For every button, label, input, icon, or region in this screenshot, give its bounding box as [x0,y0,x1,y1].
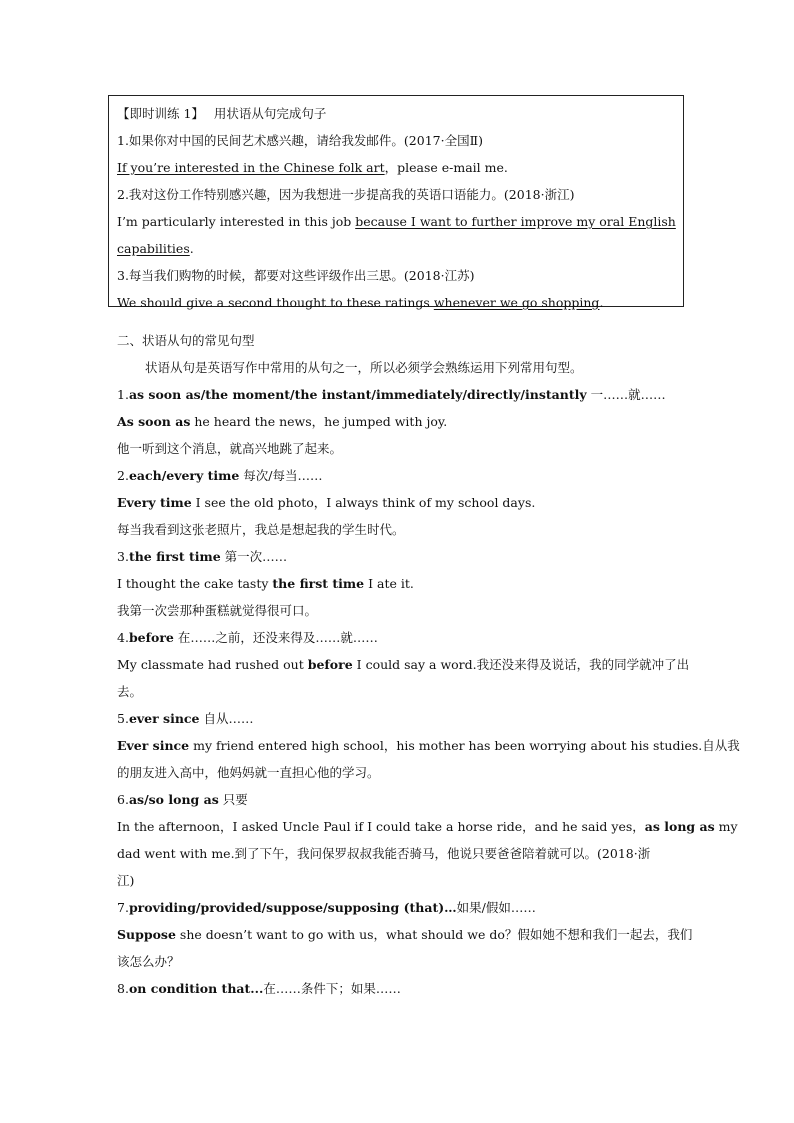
pattern-heading [117,381,687,408]
pattern-example [117,921,693,948]
pattern-meaning: 只要 [218,792,248,807]
pattern-meaning: 在……之前，还没来得及……就…… [173,630,378,645]
pattern-example-cont: 去。 [117,684,143,699]
example-keyword: Suppose [117,927,176,942]
example-rest: he heard the news，he jumped with joy. [190,414,448,429]
example-keyword: Ever since [117,738,190,753]
pattern-example [117,408,687,435]
pattern-heading [117,462,687,489]
pattern-example [117,570,687,597]
pattern-example-cont: 的朋友进入高中，他妈妈就一直担心他的学习。 [117,765,380,780]
example-rest: I see the old photo，I always think of my school days. [191,495,536,510]
sentence-rest: ，please e-mail me. [384,160,508,175]
sentence-prefix: I’m particularly interested in this job [117,214,356,229]
example-pre: My classmate had rushed out [117,657,308,672]
pattern-head: before [128,630,174,645]
pattern-number: 3. [117,549,129,564]
pattern-heading [117,543,687,570]
exercise-tag: 【即时训练 1】 [117,106,204,121]
answer-underlined: because I want to further improve my oral English [355,214,676,229]
exercise-item-2-cn: 2.我对这份工作特别感兴趣，因为我想进一步提高我的英语口语能力。(2018·浙江) [117,187,575,202]
pattern-meaning: 第一次…… [220,549,288,564]
exercise-header [117,100,675,127]
pattern-meaning: 如果/假如…… [456,900,536,915]
pattern-example [117,651,690,678]
exercise-item-3-cn: 3.每当我们购物的时候，都要对这些评级作出三思。(2018·江苏) [117,268,475,283]
pattern-example-cont2: 江) [117,873,135,888]
pattern-number: 2. [117,468,129,483]
pattern-heading [117,894,687,921]
pattern-heading [117,975,687,1002]
sentence-rest: . [599,295,604,310]
pattern-translation: 每当我看到这张老照片，我总是想起我的学生时代。 [117,522,405,537]
exercise-item-2-en-cont [117,235,675,262]
patterns-section [117,327,740,1002]
pattern-translation: 我第一次尝那种蛋糕就觉得很可口。 [117,603,318,618]
pattern-head: as soon as/the moment/the instant/immediately/directly/instantly [128,387,587,402]
pattern-heading [117,705,687,732]
example-rest: she doesn’t want to go with us，what should we do？假如她不想和我们一起去，我们 [175,927,693,942]
example-keyword: As soon as [117,414,191,429]
exercise-item-2-en [117,208,675,235]
example-rest: I ate it. [364,576,414,591]
pattern-example [117,732,740,759]
example-pre: In the afternoon，I asked Uncle Paul if I could take a horse ride，and he said yes， [117,819,645,834]
section-intro: 状语从句是英语写作中常用的从句之一，所以必须学会熟练运用下列常用句型。 [145,360,583,375]
example-pre: I thought the cake tasty [117,576,273,591]
pattern-head: providing/provided/suppose/supposing (that)… [128,900,457,915]
pattern-number: 4. [117,630,129,645]
answer-underlined-cont: capabilities [117,241,190,256]
pattern-example [117,489,687,516]
answer-underlined: If you’re interested in the Chinese folk art [117,160,385,175]
answer-underlined: whenever we go shopping [433,295,600,310]
example-rest: my [714,819,738,834]
exercise-title: 用状语从句完成句子 [213,106,327,121]
pattern-number: 5. [117,711,129,726]
example-keyword: the first time [272,576,365,591]
example-keyword: Every time [117,495,192,510]
exercise-item-3-en [117,289,675,316]
sentence-prefix: We should give a second thought to these ratings [117,295,434,310]
pattern-example-cont: dad went with me.到了下午，我问保罗叔叔我能否骑马，他说只要爸爸陪着就可以。(2018·浙 [117,846,651,861]
pattern-meaning: 一……就…… [586,387,666,402]
pattern-number: 6. [117,792,129,807]
sentence-rest: . [189,241,194,256]
pattern-translation: 他一听到这个消息，就高兴地跳了起来。 [117,441,343,456]
pattern-number: 1. [117,387,129,402]
pattern-head: the first time [128,549,221,564]
pattern-example-cont: 该怎么办？ [117,954,180,969]
example-keyword: as long as [644,819,715,834]
pattern-heading [117,786,687,813]
pattern-meaning: 每次/每当…… [239,468,323,483]
pattern-head: on condition that... [128,981,264,996]
example-rest: my friend entered high school，his mother has been worrying about his studies.自从我 [189,738,740,753]
exercise-box [108,95,684,310]
pattern-number: 7. [117,900,129,915]
example-rest: I could say a word.我还没来得及说话，我的同学就冲了出 [352,657,690,672]
pattern-head: ever since [128,711,200,726]
exercise-item-1-cn: 1.如果你对中国的民间艺术感兴趣，请给我发邮件。(2017·全国Ⅱ) [117,133,483,148]
exercise-item-1-en [117,154,675,181]
example-keyword: before [307,657,353,672]
pattern-meaning: 自从…… [199,711,254,726]
pattern-example [117,813,738,840]
pattern-head: each/every time [128,468,240,483]
pattern-heading [117,624,687,651]
pattern-meaning: 在……条件下；如果…… [263,981,401,996]
pattern-head: as/so long as [128,792,219,807]
pattern-number: 8. [117,981,129,996]
section-title: 二、状语从句的常见句型 [117,333,255,348]
